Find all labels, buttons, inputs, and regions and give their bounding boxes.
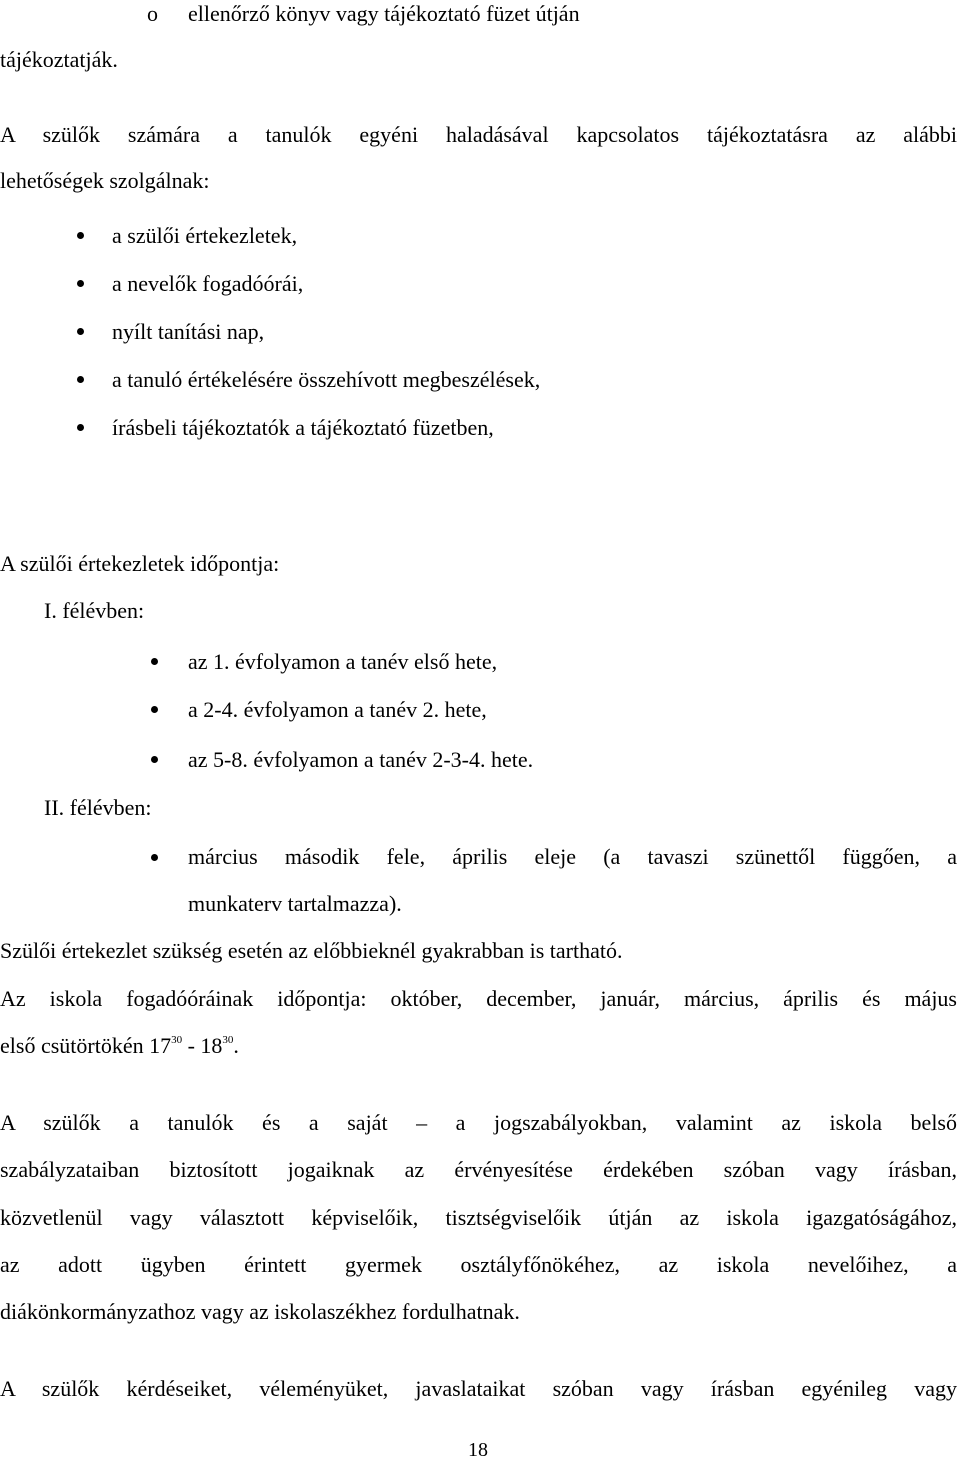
bullet-icon bbox=[77, 280, 84, 287]
list-item-text: a 2-4. évfolyamon a tanév 2. hete, bbox=[188, 697, 487, 722]
semester-2-label: II. félévben: bbox=[44, 795, 152, 820]
meetings-heading: A szülői értekezletek időpontja: bbox=[0, 551, 280, 576]
list-item-text: az 1. évfolyamon a tanév első hete, bbox=[188, 649, 498, 674]
office-hours-line-1: Az iskola fogadóóráinak időpontja: október, december, január, március, április és május bbox=[0, 986, 957, 1011]
bullet-icon bbox=[77, 232, 84, 239]
list-item-text: a nevelők fogadóórái, bbox=[112, 271, 304, 296]
semester-1-label: I. félévben: bbox=[44, 598, 145, 623]
list-item-text: március második fele, április eleje (a tavaszi szünettől függően, a bbox=[188, 844, 957, 869]
list-item-text: a tanuló értékelésére összehívott megbeszélések, bbox=[112, 367, 541, 392]
list-item-text: az 5-8. évfolyamon a tanév 2-3-4. hete. bbox=[188, 747, 534, 772]
bullet-icon bbox=[151, 854, 158, 861]
office-hours-minutes-start: 30 bbox=[171, 1034, 183, 1046]
list-marker-circle: o bbox=[147, 1, 158, 26]
page-number: 18 bbox=[468, 1439, 488, 1461]
office-hours-line-2 bbox=[0, 1032, 239, 1064]
top-line-1: ellenőrző könyv vagy tájékoztató füzet útján bbox=[188, 1, 580, 26]
list-item-text-continued: munkaterv tartalmazza). bbox=[188, 891, 402, 916]
paragraph-line: A szülők a tanulók és a saját – a jogszabályokban, valamint az iskola belső bbox=[0, 1110, 957, 1135]
office-hours-minutes-end: 30 bbox=[222, 1034, 234, 1046]
intro-line-1: A szülők számára a tanulók egyéni haladásával kapcsolatos tájékoztatásra az alábbi bbox=[0, 122, 957, 147]
list-item-text: a szülői értekezletek, bbox=[112, 223, 298, 248]
bullet-icon bbox=[151, 706, 158, 713]
bullet-icon bbox=[151, 658, 158, 665]
list-item-text: írásbeli tájékoztatók a tájékoztató füzetben, bbox=[112, 415, 494, 440]
paragraph-line: diákönkormányzathoz vagy az iskolaszékhez fordulhatnak. bbox=[0, 1299, 520, 1324]
bullet-icon bbox=[77, 376, 84, 383]
paragraph-line: közvetlenül vagy választott képviselőik, tisztségviselőik útján az iskola igazgatóságához, bbox=[0, 1205, 957, 1230]
extra-meeting-note: Szülői értekezlet szükség esetén az előbbieknél gyakrabban is tartható. bbox=[0, 938, 623, 963]
intro-line-2: lehetőségek szolgálnak: bbox=[0, 168, 210, 193]
bullet-icon bbox=[77, 424, 84, 431]
office-hours-end: . bbox=[233, 1033, 239, 1058]
office-hours-prefix: első csütörtökén 17 bbox=[0, 1033, 172, 1058]
paragraph-line: szabályzataiban biztosított jogaiknak az érvényesítése érdekében szóban vagy írásban, bbox=[0, 1157, 957, 1182]
bullet-icon bbox=[151, 756, 158, 763]
top-line-2: tájékoztatják. bbox=[0, 47, 118, 72]
bullet-icon bbox=[77, 328, 84, 335]
paragraph-line: az adott ügyben érintett gyermek osztályfőnökéhez, az iskola nevelőihez, a bbox=[0, 1252, 957, 1277]
list-item-text: nyílt tanítási nap, bbox=[112, 319, 265, 344]
office-hours-dash: - 18 bbox=[182, 1033, 223, 1058]
last-line: A szülők kérdéseiket, véleményüket, javaslataikat szóban vagy írásban egyénileg vagy bbox=[0, 1376, 957, 1401]
